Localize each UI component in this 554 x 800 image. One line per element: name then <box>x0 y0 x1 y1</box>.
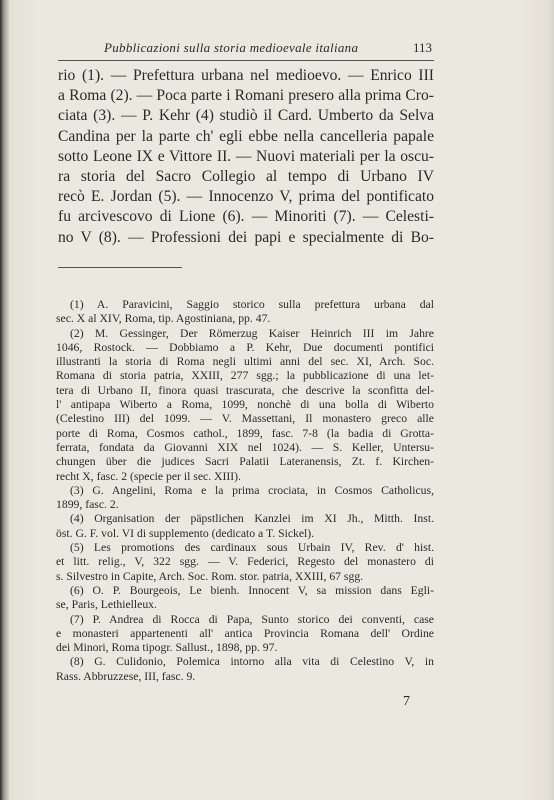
text-line: recò E. Jordan (5). — Innocenzo V, prima del pontificato <box>58 188 434 206</box>
footnote-line: (4) Organisation der päpstlichen Kanzlei im XI Jh., Mitth. Inst. <box>70 512 434 526</box>
footnote-line: öst. G. F. vol. VI di supplemento (dedicato a T. Sickel). <box>56 526 315 540</box>
footnote-line: (2) M. Gessinger, Der Römerzug Kaiser Heinrich III im Jahre <box>70 326 434 340</box>
signature-mark: 7 <box>403 694 410 709</box>
footnote-line: Romana di storia patria, XXIII, 277 sgg.; la pubblicazione di una let- <box>56 369 434 383</box>
footnote-line: (3) G. Angelini, Roma e la prima crociata, in Cosmos Catholicus, <box>70 483 434 497</box>
footnote-line: illustranti la storia di Roma negli ultimi anni del sec. XI, Arch. Soc. <box>56 355 434 369</box>
main-text <box>58 66 434 248</box>
footnote-line: e monasteri appartenenti all' antica Provincia Romana dell' Ordine <box>56 626 434 640</box>
footnote-line: et litt. relig., V, 322 sgg. — V. Federici, Regesto del monastero di <box>56 555 434 569</box>
footnote-line: (5) Les promotions des cardinaux sous Urbain IV, Rev. d' hist. <box>70 541 434 555</box>
text-line: a Roma (2). — Poca parte i Romani presero alla prima Cro- <box>58 87 434 105</box>
footnote-line: (7) P. Andrea di Rocca di Papa, Sunto storico dei conventi, case <box>70 612 434 626</box>
footnote-line: l' antipapa Wiberto a Roma, 1099, nonchè di una bolla di Wiberto <box>56 398 434 412</box>
footnote-line: Rass. Abbruzzese, III, fasc. 9. <box>56 669 196 683</box>
footnote-line: 1899, fasc. 2. <box>56 498 119 512</box>
text-line: sotto Leone IX e Vittore II. — Nuovi materiali per la oscu- <box>58 147 434 165</box>
text-line: rio (1). — Prefettura urbana nel medioevo. — Enrico III <box>58 67 434 84</box>
footnote-line: 1046, Rostock. — Dobbiamo a P. Kehr, Due documenti pontifici <box>56 340 434 354</box>
running-title: Pubblicazioni sulla storia medioevale italiana <box>104 40 359 55</box>
footnote-line: (6) O. P. Bourgeois, Le bienh. Innocent V, sa mission dans Egli- <box>70 583 434 597</box>
footnote-line: dei Minori, Roma tipogr. Sallust., 1898, pp. 97. <box>56 641 278 655</box>
footnote-line: s. Silvestro in Capite, Arch. Soc. Rom. stor. patria, XXIII, 67 sgg. <box>56 569 364 583</box>
footnote-line: (1) A. Paravicini, Saggio storico sulla prefettura urbana dal <box>70 298 434 311</box>
footnote-line: sec. X al XIV, Roma, tip. Agostiniana, pp. 47. <box>56 312 271 326</box>
text-line: ra storia del Sacro Collegio al tempo di Urbano IV <box>58 168 434 186</box>
header-rule <box>58 60 434 61</box>
footnote-rule <box>58 267 182 268</box>
footnote-line: porte di Roma, Cosmos cathol., 1899, fasc. 7-8 (la badia di Grotta- <box>56 426 434 440</box>
text-line: no V (8). — Professioni dei papi e specialmente di Bo- <box>58 228 434 246</box>
footnote-line: chungen über die judices Sacri Palatii Lateranensis, Zt. f. Kirchen- <box>56 455 434 469</box>
footnotes <box>56 298 434 684</box>
text-line: Candina per la parte ch' egli ebbe nella cancelleria papale <box>58 127 434 145</box>
footnote-line: recht X, fasc. 2 (specie per il sec. XIII). <box>56 469 241 483</box>
footnote-line: (Celestino III) del 1099. — V. Massettani, Il monastero greco alle <box>56 412 434 426</box>
text-line: ciata (3). — P. Kehr (4) studiò il Card. Umberto da Selva <box>58 107 434 125</box>
footnote-line: ferrata, fondata da Giovanni XIX nel 1024). — S. Keller, Untersu- <box>56 440 434 454</box>
footnote-line: (8) G. Culidonio, Polemica intorno alla vita di Celestino V, in <box>70 655 434 669</box>
footnote-line: se, Paris, Lethielleux. <box>56 598 157 612</box>
text-line: fu arcivescovo di Lione (6). — Minoriti (7). — Celesti- <box>58 208 434 226</box>
page-number: 113 <box>412 40 432 55</box>
footnote-line: tera di Urbano II, finora quasi trascurata, che descrive la sconfitta del- <box>56 383 434 397</box>
